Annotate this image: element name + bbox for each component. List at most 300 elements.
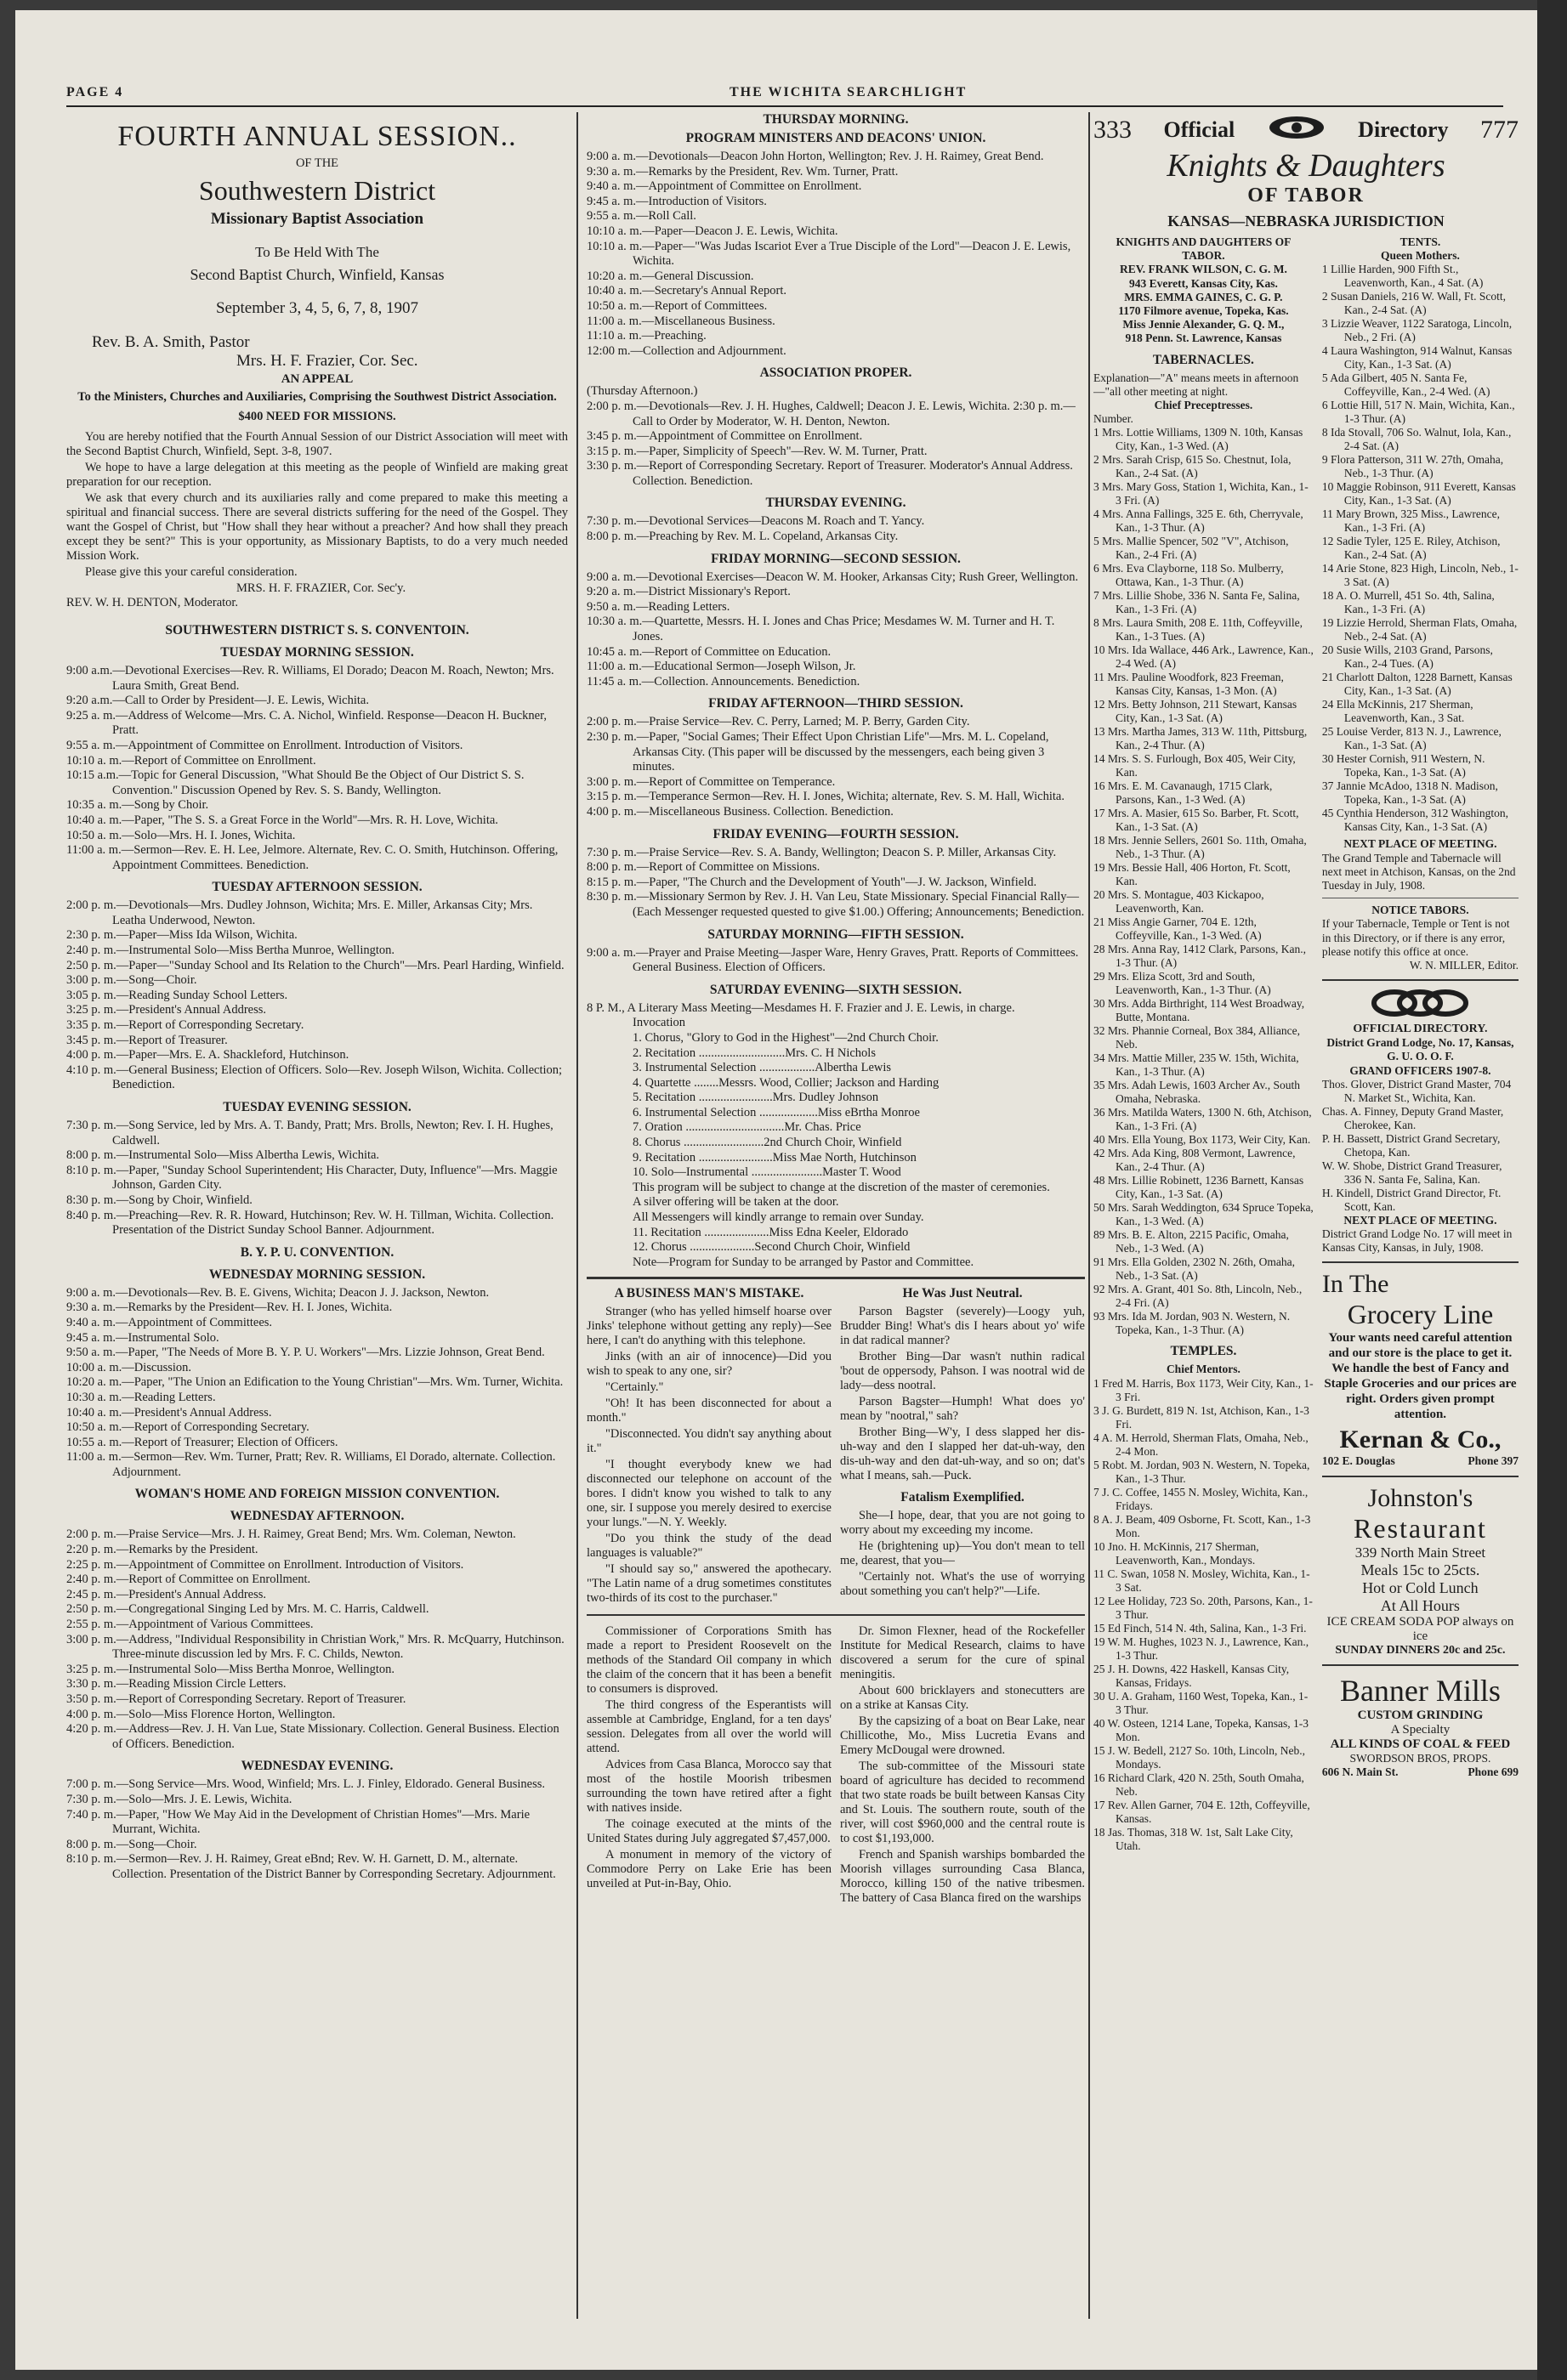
kernan-name: Kernan & Co., [1339,1425,1502,1454]
news-item: Commissioner of Corporations Smith has made a report to President Roosevelt on the methods of the Standard Oil company in which the claim of the concern that it has been a benefit to consumers is disproved. [587,1624,832,1697]
program-line: 12. Chorus .....................Second Church Choir, Winfield [633,1240,911,1255]
tent-entry: 45 Cynthia Henderson, 312 Washington, Kansas City, Kan., 1-3 Sat. (A) [1321,807,1509,834]
program-line: 10. Solo—Instrumental .......................Master T. Wood [633,1165,901,1180]
program-line: 6. Instrumental Selection ...................Miss eBrtha Monroe [633,1105,920,1119]
appeal-to: To the Ministers, Churches and Auxiliaries, Comprising the Southwest District Association. [77,389,557,404]
church-name: Second Baptist Church, Winfield, Kansas [190,265,445,283]
banner-mills: Banner Mills [1339,1673,1501,1708]
tent-entry: 10 Maggie Robinson, 911 Everett, Kansas City, Kan., 1-3 Sat. (A) [1321,480,1516,507]
story-paragraph: Jinks (with an air of innocence)—Did you wish to speak to any one, sir? [587,1350,832,1379]
news-item: By the capsizing of a boat on Bear Lake, near Chillicothe, Mo., Miss Lucretia Evans and Emery McDougal were drowned. [840,1714,1085,1758]
goof-lodge: District Grand Lodge, No. 17, Kansas, G. U. O. O. F. [1326,1036,1514,1063]
program-sections [587,150,1085,1016]
header-rule [66,105,1503,107]
tabernacle-entry: 8 Mrs. Laura Smith, 208 E. 11th, Coffeyville, Kan., 1-3 Tues. (A) [1093,616,1303,643]
neutral-story [840,1286,1085,1607]
thursday-morning-heading: THURSDAY MORNING. [763,112,909,127]
jurisdiction: KANSAS—NEBRASKA JURISDICTION [1167,212,1445,230]
notice-signature: W. N. MILLER, Editor. [1409,959,1519,972]
custom-grinding: CUSTOM GRINDING [1357,1708,1484,1722]
tent-list [1322,263,1519,834]
program-item: 10:40 a. m.—President's Annual Address. [66,1405,272,1420]
tent-entry: 30 Hester Cornish, 911 Western, N. Topeka, Kan., 1-3 Sat. (A) [1321,752,1485,779]
tabernacle-entry: 4 Mrs. Anna Fallings, 325 E. 6th, Cherryvale, Kan., 1-3 Thur. (A) [1093,507,1303,535]
officer-line: Miss Jennie Alexander, G. Q. M., [1122,318,1285,332]
tabernacle-entry: 89 Mrs. B. E. Alton, 2215 Pacific, Omaha, Neb., 1-3 Wed. (A) [1093,1228,1289,1255]
coal-feed: ALL KINDS OF COAL & FEED [1330,1737,1511,1751]
divider [1322,1476,1519,1477]
tent-entry: 12 Sadie Tyler, 125 E. Riley, Atchison, Kan., 2-4 Sat. (A) [1321,535,1501,562]
program-item: 8:00 p. m.—Instrumental Solo—Miss Albertha Lewis, Wichita. [66,1148,380,1163]
goof-next-title: NEXT PLACE OF MEETING. [1343,1213,1497,1227]
mill-phone: Phone 699 [1468,1765,1519,1778]
tabernacle-entry: 48 Mrs. Lillie Robinett, 1236 Barnett, Kansas City, Kan., 1-3 Sat. (A) [1093,1174,1304,1201]
program-item: 4:20 p. m.—Address—Rev. J. H. Van Lue, State Missionary. Collection. General Business. Election of Officers. Benediction. [66,1722,559,1751]
temple-entry: 12 Lee Holiday, 723 So. 20th, Parsons, Kan., 1-3 Thur. [1093,1594,1313,1621]
program-item: 3:30 p. m.—Report of Corresponding Secretary. Report of Treasurer. Moderator's Annual Address. Collection. Benediction. [587,459,1073,488]
held-with: To Be Held With The [255,243,379,260]
story-paragraph: Parson Bagster—Humph! What does yo' mean by "nootral," sah? [840,1395,1085,1424]
tabernacle-entry: 3 Mrs. Mary Goss, Station 1, Wichita, Kan., 1-3 Fri. (A) [1093,480,1309,507]
session-heading: THURSDAY EVENING. [765,496,906,511]
program-item: 3:45 p. m.—Appointment of Committee on Enrollment. [587,429,863,444]
officer-line: 1170 Filmore avenue, Topeka, Kas. [1118,304,1289,318]
tent-entry: 3 Lizzie Weaver, 1122 Saratoga, Lincoln, Neb., 2 Fri. (A) [1321,317,1513,344]
story-paragraph: "Disconnected. You didn't say anything about it." [587,1427,832,1456]
business-man-story [587,1286,832,1607]
program-item: 2:00 p. m.—Devotionals—Rev. J. H. Hughes, Caldwell; Deacon J. E. Lewis, Wichita. 2:30 p. m.—Call to Order by Moderator, W. H. Denton, Newton. [587,399,1076,428]
goof-officer: H. Kindell, District Grand Director, Ft. Scott, Kan. [1321,1186,1502,1213]
program-item: 4:00 p. m.—Paper—Mrs. E. A. Shackleford, Hutchinson. [66,1048,349,1062]
program-item: 9:50 a. m.—Reading Letters. [587,599,730,614]
specialty: A Specialty [1390,1722,1451,1737]
tabernacle-entry: 34 Mrs. Mattie Miller, 235 W. 15th, Wichita, Kan., 1-3 Thur. (A) [1093,1051,1299,1079]
chain-link-icon [1322,988,1519,1023]
tent-entry: 18 A. O. Murrell, 451 So. 4th, Salina, Kan., 1-3 Fri. (A) [1321,589,1495,616]
miscellany [587,1286,1085,1607]
news-item: The third congress of the Esperantists will assemble at Cambridge, England, for a ten days' session. Delegates from all over the world will attend. [587,1698,832,1756]
program-item: 2:55 p. m.—Appointment of Various Committees. [66,1618,314,1632]
appeal-title: AN APPEAL [281,371,354,386]
program-item: 10:30 a. m.—Reading Letters. [66,1390,216,1404]
tent-entry: 14 Arie Stone, 823 High, Lincoln, Neb., 1-3 Sat. (A) [1321,562,1519,589]
program-item: 10:40 a. m.—Secretary's Annual Report. [587,284,786,298]
notice-text: If your Tabernacle, Temple or Tent is not in this Directory, or if there is any error, please notify this office at once. [1321,917,1510,958]
program-item: 10:10 a. m.—Paper—"Was Judas Iscariot Ever a True Disciple of the Lord"—Deacon J. E. Lewis, Wichita. [587,239,1071,269]
newspaper-page [15,10,1537,2370]
program-item: 8:10 p. m.—Sermon—Rev. J. H. Raimey, Great eBnd; Rev. W. H. Garnett, D. M., alternate. Collection. Presentation of the District Banner by Corresponding Secretary. Adjournment. [66,1852,556,1881]
restaurant-ad [1322,1484,1519,1658]
chief-mentors: Chief Mentors. [1166,1363,1241,1376]
story-paragraph: Parson Bagster (severely)—Loogy yuh, Brudder Bing! What's dis I hears about yo' wife in dat radical manner? [840,1305,1085,1348]
column-union-program [587,112,1085,2336]
tabernacle-entry: 19 Mrs. Bessie Hall, 406 Horton, Ft. Scott, Kan. [1093,861,1291,888]
lunch: Hot or Cold Lunch [1362,1578,1479,1596]
program-item: 4:10 p. m.—General Business; Election of Officers. Solo—Rev. Joseph Wilson, Wichita. Collection; Benediction. [66,1062,563,1092]
program-item: 7:40 p. m.—Paper, "How We May Aid in the Development of Christian Homes"—Mrs. Marie Murrant, Wichita. [66,1807,531,1837]
temples-title: TEMPLES. [1170,1344,1237,1359]
temple-entry: 4 A. M. Herrold, Sherman Flats, Omaha, Neb., 2-4 Mon. [1093,1431,1309,1458]
restaurant-word: Restaurant [1354,1512,1487,1544]
program-item: 10:10 a. m.—Paper—Deacon J. E. Lewis, Wichita. [587,224,838,238]
appeal-paragraph: You are hereby notified that the Fourth Annual Session of our District Association will meet with the Second Baptist Church, Winfield, Sept. 3-8, 1907. [66,429,568,458]
program-item: 8:00 p. m.—Song—Choir. [66,1837,197,1851]
tabernacle-entry: 36 Mrs. Matilda Waters, 1300 N. 6th, Atchison, Kan., 1-3 Fri. (A) [1093,1106,1312,1133]
temple-entry: 10 Jno. H. McKinnis, 217 Sherman, Leavenworth, Kan., Mondays. [1093,1539,1259,1567]
program-item: 9:45 a. m.—Instrumental Solo. [66,1330,219,1345]
program-item: 2:30 p. m.—Paper—Miss Ida Wilson, Wichita. [66,928,298,943]
tabernacle-entry: 1 Mrs. Lottie Williams, 1309 N. 10th, Kansas City, Kan., 1-3 Wed. (A) [1093,426,1303,453]
news-item: Advices from Casa Blanca, Morocco say that most of the hostile Moorish tribesmen surrounding the town have retired after a fight with natives inside. [587,1758,832,1816]
restaurant-address: 339 North Main Street [1354,1544,1486,1561]
program-item: 8:30 p. m.—Song by Choir, Winfield. [66,1193,253,1207]
goof-officers-title: GRAND OFFICERS 1907-8. [1349,1063,1491,1077]
program-item: 3:25 p. m.—President's Annual Address. [66,1003,267,1017]
program-item: 11:00 a. m.—Miscellaneous Business. [587,314,775,328]
story-title: A BUSINESS MAN'S MISTAKE. [614,1286,804,1301]
temple-entry: 3 J. G. Burdett, 819 N. 1st, Atchison, Kan., 1-3 Fri. [1093,1403,1309,1431]
session-heading: FRIDAY EVENING—FOURTH SESSION. [713,826,959,842]
appeal-paragraph: We ask that every church and its auxiliaries rally and come prepared to make this meeting a spiritual and financial success. There are several districts suffering for the need of the Gospel. They want the Gospel of Christ, but "How shall they hear without a preacher? And how shall they preach except they be sent?" This is your opportunity, as Missionary Baptists, to do a very much needed Mission Work. [66,490,568,563]
tent-entry: 6 Lottie Hill, 517 N. Main, Wichita, Kan., 1-3 Thur. (A) [1321,399,1515,426]
program-item: 8:10 p. m.—Paper, "Sunday School Superintendent; His Character, Duty, Influence"—Mrs. Maggie Johnson, Garden City. [66,1163,558,1193]
temple-entry: 18 Jas. Thomas, 318 W. 1st, Salt Lake City, Utah. [1093,1825,1293,1852]
tents-column [1322,235,1519,1853]
ss-convention-title: SOUTHWESTERN DISTRICT S. S. CONVENTOIN. [165,622,469,638]
order-name: Knights & Daughters [1167,148,1445,184]
program-item: 2:30 p. m.—Paper, "Social Games; Their Effect Upon Christian Life"—Mrs. M. L. Copeland, Arkansas City. (This paper will be discussed by the messengers, each being given 3 minutes. [587,730,1049,774]
program-item: 9:00 a. m.—Devotionals—Rev. B. E. Givens, Wichita; Deacon J. J. Jackson, Newton. [66,1285,490,1300]
program-item: 9:00 a. m.—Devotionals—Deacon John Horton, Wellington; Rev. J. H. Raimey, Great Bend. [587,150,1044,163]
kernan-contact [1322,1454,1519,1468]
program-line: 2. Recitation ............................Mrs. C. H Nichols [633,1046,876,1060]
program-item: 9:45 a. m.—Introduction of Visitors. [587,194,767,208]
program-item: 9:20 a. m.—District Missionary's Report. [587,585,791,599]
program-item: 11:00 a. m.—Sermon—Rev. E. H. Lee, Jelmore. Alternate, Rev. C. O. Smith, Hutchinson. Offering, Appointment Committees. Benediction. [66,843,559,872]
temple-entry: 15 J. W. Bedell, 2127 So. 10th, Lincoln, Neb., Mondays. [1093,1743,1305,1771]
program-item: 8:15 p. m.—Paper, "The Church and the Development of Youth"—J. W. Jackson, Winfield. [587,875,1037,889]
news-item: The coinage executed at the mints of the United States during July aggregated $7,457,000. [587,1817,832,1846]
session-dates: September 3, 4, 5, 6, 7, 8, 1907 [215,298,418,317]
signature: MRS. H. F. FRAZIER, Cor. Sec'y. [236,581,406,595]
explanation: Explanation—"A" means meets in afternoon—"all other meeting at night. [1093,371,1299,398]
temple-entry: 19 W. M. Hughes, 1023 N. J., Lawrence, Kan., 1-3 Thur. [1093,1635,1309,1662]
tent-entry: 20 Susie Wills, 2103 Grand, Parsons, Kan., 2-4 Tues. (A) [1321,643,1493,671]
number-label: Number. [1093,412,1133,426]
johnston-name: Johnston's [1367,1483,1473,1512]
program-line: 5. Recitation ........................Mrs. Dudley Johnson [633,1091,879,1105]
program-item: 7:30 p. m.—Song Service, led by Mrs. A. T. Bandy, Pratt; Mrs. Brolls, Newton; Rev. I. H. Hughes, Caldwell. [66,1119,554,1148]
program-item: 8:40 p. m.—Preaching—Rev. R. R. Howard, Hutchinson; Rev. W. H. Tillman, Wichita. Collection. Presentation of the District Sunday School Banner. Adjournment. [66,1208,554,1238]
goof-officers [1322,1078,1519,1214]
program-item: 3:00 p. m.—Report of Committee on Temperance. [587,774,836,789]
story-paragraph: "Certainly." [605,1380,664,1395]
session-heading: WEDNESDAY EVENING. [241,1759,394,1774]
officer-line: 943 Everett, Kansas City, Kas. [1129,276,1278,290]
divider [1322,1664,1519,1666]
news-item: The sub-committee of the Missouri state board of agriculture has decided to recommend that two state roads be built between Kansas City and St. Louis. The southern route, south of the river, will cost $960,000 and the central route is to cost $1,193,000. [840,1760,1085,1846]
program-line: 9. Recitation ........................Miss Mae North, Hutchinson [633,1150,917,1164]
district-name: Southwestern District [198,174,436,206]
session-heading: SATURDAY EVENING—SIXTH SESSION. [709,982,962,997]
tabernacle-entry: 20 Mrs. S. Montague, 403 Kickapoo, Leavenworth, Kan. [1093,888,1264,915]
pastor: Rev. B. A. Smith, Pastor [92,332,250,351]
news-item: About 600 bricklayers and stonecutters are on a strike at Kansas City. [840,1684,1085,1713]
news-column [840,1623,1085,1907]
program-item: 3:00 p. m.—Address, "Individual Responsibility in Christian Work," Mrs. R. McQuarry, Hutchinson. Three-minute discussion led by Mrs. F. C. Childs, Newton. [66,1632,565,1662]
need-for-missions: $400 NEED FOR MISSIONS. [238,410,396,424]
tabernacle-entry: 21 Miss Angie Garner, 704 E. 12th, Coffeyville, Kan., 1-3 Wed. (A) [1093,915,1262,943]
temple-entry: 8 A. J. Beam, 409 Osborne, Ft. Scott, Kan., 1-3 Mon. [1093,1512,1311,1539]
program-item: 2:40 p. m.—Report of Committee on Enrollment. [66,1572,311,1587]
program-item: 9:40 a. m.—Appointment of Committee on Enrollment. [587,179,862,194]
story-text [840,1509,1085,1599]
goof-officer: Thos. Glover, District Grand Master, 704 N. Market St., Wichita, Kan. [1321,1077,1512,1104]
tabernacle-entry: 18 Mrs. Jennie Sellers, 2601 So. 11th, Omaha, Neb., 1-3 Thur. (A) [1093,834,1307,861]
story-paragraph: "I should say so," answered the apothecary. "The Latin name of a drug sometimes constitutes two-thirds of its cost to the purchaser." [587,1562,832,1606]
mill-address: 606 N. Main St. [1321,1765,1399,1778]
mill-contact [1322,1765,1519,1779]
story-paragraph: "I thought everybody knew we had disconnected our telephone on account of the bores. I didn't know you wished to talk to any one, sir. I suppose you merely desired to exercise your lungs."—N. Y. Weekly. [587,1458,832,1530]
of-the: OF THE [295,156,339,170]
story-paragraph: Brother Bing—W'y, I dess slapped her dis-uh-way and den I slapped her dat-uh-way, den dis-uh-way and den dat-uh-way, and so on; dat's what I means, sah.—Puck. [840,1425,1085,1483]
tabernacle-entry: 42 Mrs. Ada King, 808 Vermont, Lawrence, Kan., 2-4 Thur. (A) [1093,1147,1296,1174]
program-item: 10:10 a. m.—Report of Committee on Enrollment. [66,753,316,768]
ice-cream: ICE CREAM SODA POP always on ice [1326,1614,1514,1643]
officers-title: KNIGHTS AND DAUGHTERS OF TABOR. [1116,235,1292,263]
program-item: (Thursday Afternoon.) [587,384,698,399]
program-line: Note—Program for Sunday to be arranged by Pastor and Committee. [633,1255,974,1269]
story-title: Fatalism Exemplified. [900,1490,1025,1505]
program-item: 3:45 p. m.—Report of Treasurer. [66,1033,228,1047]
tabernacle-entry: 35 Mrs. Adah Lewis, 1603 Archer Av., South Omaha, Nebraska. [1093,1079,1300,1106]
program-item: 9:20 a.m.—Call to Order by President—J. E. Lewis, Wichita. [66,694,369,708]
temple-entry: 30 U. A. Graham, 1160 West, Topeka, Kan., 1-3 Thur. [1093,1689,1309,1716]
program-item: 2:50 p. m.—Congregational Singing Led by Mrs. M. C. Harris, Caldwell. [66,1602,429,1617]
directory-columns [1093,235,1519,1853]
tabernacle-entry: 11 Mrs. Pauline Woodfork, 823 Freeman, Kansas City, Kansas, 1-3 Mon. (A) [1093,671,1284,698]
program-item: 3:00 p. m.—Song—Choir. [66,973,197,988]
hours: At All Hours [1380,1596,1460,1614]
officer-line: REV. FRANK WILSON, C. G. M. [1120,263,1287,276]
tabernacle-entry: 91 Mrs. Ella Golden, 2302 N. 26th, Omaha, Neb., 1-3 Sat. (A) [1093,1255,1295,1283]
temple-entry: 25 J. H. Downs, 422 Haskell, Kansas City, Kansas, Fridays. [1093,1662,1290,1689]
association-name: Missionary Baptist Association [210,209,424,228]
tent-entry: 24 Ella McKinnis, 217 Sherman, Leavenworth, Kan., 3 Sat. [1321,698,1473,725]
tent-entry: 25 Louise Verder, 813 N. J., Lawrence, Kan., 1-3 Sat. (A) [1321,725,1502,752]
program-item: 2:45 p. m.—President's Annual Address. [66,1587,267,1601]
grocery-line1: In The [1321,1270,1389,1299]
program-item: 10:50 a. m.—Report of Committees. [587,298,768,313]
goof-title: OFFICIAL DIRECTORY. [1353,1023,1488,1036]
program-item: 9:55 a. m.—Appointment of Committee on Enrollment. Introduction of Visitors. [66,738,463,752]
session-heading: B. Y. P. U. CONVENTION. [240,1244,395,1260]
column-association-program [66,112,568,2336]
program-item: 2:00 p. m.—Devotionals—Mrs. Dudley Johnson, Wichita; Mrs. E. Miller, Arkansas City; Mrs. Leatha Underwood, Newton. [66,898,533,927]
program-item: 9:00 a.m.—Devotional Exercises—Rev. R. Williams, El Dorado; Deacon M. Roach, Newton; Mrs. Laura Smith, Great Bend. [66,663,554,693]
tent-entry: 9 Flora Patterson, 311 W. 27th, Omaha, Neb., 1-3 Thur. (A) [1321,453,1504,480]
officer-line: MRS. EMMA GAINES, C. G. P. [1124,290,1283,303]
divider [1322,979,1519,981]
program-item: 11:45 a. m.—Collection. Announcements. Benediction. [587,674,860,688]
program-item: 3:15 p. m.—Paper, Simplicity of Speech"—Rev. W. M. Turner, Pratt. [587,444,928,458]
temple-entry: 1 Fred M. Harris, Box 1173, Weir City, Kan., 1-3 Fri. [1093,1376,1314,1403]
program-line: This program will be subject to change at the discretion of the master of ceremonies. [633,1180,1050,1194]
goof-officer: P. H. Bassett, District Grand Secretary, Chetopa, Kan. [1321,1131,1501,1159]
union-heading: PROGRAM MINISTERS AND DEACONS' UNION. [685,131,986,145]
program-item: 10:35 a. m.—Song by Choir. [66,798,209,813]
page-edge [1537,0,1567,2380]
session-title: FOURTH ANNUAL SESSION.. [117,121,517,152]
sunday-dinners: SUNDAY DINNERS 20c and 25c. [1335,1643,1506,1657]
program-item: 8:00 p. m.—Report of Committee on Missions. [587,860,820,875]
news-column [587,1623,832,1907]
session-heading: SATURDAY MORNING—FIFTH SESSION. [707,926,964,942]
of-tabor: OF TABOR [1247,184,1365,207]
program-item: 9:00 a. m.—Devotional Exercises—Deacon W. M. Hooker, Arkansas City; Rush Greer, Wellington. [587,570,1079,584]
program-item: 11:00 a. m.—Sermon—Rev. Wm. Turner, Pratt; Rev. R. Williams, El Dorado, alternate. Collection. Adjournment. [66,1450,556,1479]
program-item: 4:00 p. m.—Miscellaneous Business. Collection. Benediction. [587,804,894,819]
tabernacle-entry: 10 Mrs. Ida Wallace, 446 Ark., Lawrence, Kan., 2-4 Wed. (A) [1093,643,1314,671]
session-heading: TUESDAY EVENING SESSION. [223,1100,412,1114]
tabernacle-entry: 5 Mrs. Mallie Spencer, 502 "V", Atchison, Kan., 2-4 Fri. (A) [1093,535,1289,562]
tabernacle-entry: 12 Mrs. Betty Johnson, 211 Stewart, Kansas City, Kan., 1-3 Sat. (A) [1093,698,1297,725]
program-item: 7:30 p. m.—Solo—Mrs. J. E. Lewis, Wichita. [66,1792,292,1806]
story-paragraph: "Certainly not. What's the use of worrying about something you can't help?"—Life. [840,1570,1085,1599]
program-item: 9:00 a. m.—Prayer and Praise Meeting—Jasper Ware, Henry Graves, Pratt. Reports of Committees. General Business. Election of Officers. [587,945,1079,975]
tent-entry: 11 Mary Brown, 325 Miss., Lawrence, Kan., 1-3 Fri. (A) [1321,507,1500,535]
session-heading: WEDNESDAY AFTERNOON. [230,1509,405,1524]
program-item: 3:05 p. m.—Reading Sunday School Letters. [66,988,288,1002]
tent-entry: 4 Laura Washington, 914 Walnut, Kansas City, Kan., 1-3 Sat. (A) [1321,344,1513,371]
program-item: 10:00 a. m.—Discussion. [66,1360,192,1374]
story-paragraph: Stranger (who has yelled himself hoarse over Jinks' telephone without getting any reply)—See here, I can't do anything with this telephone. [587,1305,832,1348]
story-title: He Was Just Neutral. [902,1286,1023,1301]
tabernacle-entry: 40 Mrs. Ella Young, Box 1173, Weir City, Kan. [1093,1133,1311,1147]
tabernacle-entry: 50 Mrs. Sarah Weddington, 634 Spruce Topeka, Kan., 1-3 Wed. (A) [1093,1201,1314,1228]
program-item: 3:15 p. m.—Temperance Sermon—Rev. H. I. Jones, Wichita; alternate, Rev. S. M. Hall, Wichita. [587,790,1065,804]
temple-entry: 17 Rev. Allen Garner, 704 E. 12th, Coffeyville, Kansas. [1093,1798,1310,1825]
tabernacle-entry: 30 Mrs. Adda Birthright, 114 West Broadway, Butte, Montana. [1093,997,1305,1024]
appeal-paragraph: We hope to have a large delegation at this meeting as the people of Winfield are making great preparation for our reception. [66,460,568,489]
literary-program [587,1016,1085,1270]
session-heading: ASSOCIATION PROPER. [759,366,912,381]
program-line: A silver offering will be taken at the door. [633,1195,839,1210]
goof-next-text: District Grand Lodge No. 17 will meet in Kansas City, Kansas, in July, 1908. [1321,1227,1513,1255]
program-item: 10:50 a. m.—Report of Corresponding Secretary. [66,1420,309,1435]
program-sections [66,645,568,1883]
temple-entry: 7 J. C. Coffee, 1455 N. Mosley, Wichita, Kan., Fridays. [1093,1485,1309,1512]
number-right: 777 [1480,115,1519,144]
program-line: 7. Oration ................................Mr. Chas. Price [633,1120,861,1135]
program-item: 7:30 p. m.—Praise Service—Rev. S. A. Bandy, Wellington; Deacon S. P. Miller, Arkansas City. [587,845,1057,859]
chief-title: Chief Preceptresses. [1154,399,1253,412]
program-item: 8:00 p. m.—Preaching by Rev. M. L. Copeland, Arkansas City. [587,530,899,544]
program-line: All Messengers will kindly arrange to remain over Sunday. [633,1210,924,1225]
grocery-text: Your wants need careful attention and our store is the place to get it. We handle the best of Fancy and Staple Groceries and our prices are right. Orders given prompt attention. [1324,1331,1517,1422]
program-item: 9:40 a. m.—Appointment of Committees. [66,1315,273,1329]
program-line: 11. Recitation .....................Miss Edna Keeler, Eldorado [633,1225,909,1239]
grocery-ad [1322,1270,1519,1468]
tabernacle-entry: 92 Mrs. A. Grant, 401 So. 8th, Lincoln, Neb., 2-4 Fri. (A) [1093,1283,1303,1310]
program-item: 10:55 a. m.—Report of Treasurer; Election of Officers. [66,1435,338,1449]
tabernacle-entry: 16 Mrs. E. M. Cavanaugh, 1715 Clark, Parsons, Kan., 1-3 Wed. (A) [1093,779,1273,807]
tent-entry: 8 Ida Stovall, 706 So. Walnut, Iola, Kan., 2-4 Sat. (A) [1321,426,1512,453]
goof-officer: Chas. A. Finney, Deputy Grand Master, Cherokee, Kan. [1321,1104,1504,1131]
directory-header [1093,112,1519,147]
news-item: French and Spanish warships bombarded the Moorish villages surrounding Casa Blanca, Morocco, killing 150 of the native tribesmen. The battery of Casa Blanca fired on the warships [840,1848,1085,1906]
grocery-line2: Grocery Line [1347,1299,1494,1330]
directory-label: Directory [1358,116,1449,142]
kernan-phone: Phone 397 [1468,1454,1519,1468]
program-item: 4:00 p. m.—Solo—Miss Florence Horton, Wellington. [66,1707,336,1721]
column-divider [576,112,578,2319]
tabernacle-entry: 13 Mrs. Martha James, 313 W. 11th, Pittsburg, Kan., 2-4 Thur. (A) [1093,725,1308,752]
program-item: 12:00 m.—Collection and Adjournment. [587,343,786,358]
session-heading: FRIDAY MORNING—SECOND SESSION. [711,551,961,566]
story-paragraph: Brother Bing—Dar wasn't nuthin radical 'bout de oppersody, Pahson. I was nootral wid de lady—dess nootral. [840,1350,1085,1393]
temple-list [1093,1377,1314,1853]
tabernacle-entry: 32 Mrs. Phannie Corneal, Box 384, Alliance, Neb. [1093,1024,1300,1051]
tabernacle-entry: 14 Mrs. S. S. Furlough, Box 405, Weir City, Kan. [1093,752,1296,779]
tabernacle-list [1093,426,1314,1337]
program-item: 2:00 p. m.—Praise Service—Rev. C. Perry, Larned; M. P. Berry, Garden City. [587,715,970,729]
section-rule [587,1614,1085,1616]
cor-sec: Mrs. H. F. Frazier, Cor. Sec. [236,351,418,370]
program-item: 9:30 a. m.—Remarks by the President—Rev. H. I. Jones, Wichita. [66,1300,393,1315]
news-item: Dr. Simon Flexner, head of the Rockefeller Institute for Medical Research, claims to have discovered a serum for the cure of spinal meningitis. [840,1624,1085,1682]
program-item: 2:25 p. m.—Appointment of Committee on Enrollment. Introduction of Visitors. [66,1557,464,1572]
page-number: PAGE 4 [66,85,124,99]
tabernacle-entry: 2 Mrs. Sarah Crisp, 615 So. Chestnut, Iola, Kan., 2-4 Sat. (A) [1093,453,1292,480]
program-item: 2:40 p. m.—Instrumental Solo—Miss Bertha Munroe, Wellington. [66,944,395,958]
program-item: 7:30 p. m.—Devotional Services—Deacons M. Roach and T. Yancy. [587,514,925,529]
program-item: 9:50 a. m.—Paper, "The Needs of More B. Y. P. U. Workers"—Mrs. Lizzie Johnson, Great Bend. [66,1346,545,1360]
next-place-text: The Grand Temple and Tabernacle will next meet in Atchison, Kansas, on the 2nd Tuesday in July, 1908. [1321,851,1516,892]
temple-entry: 15 Ed Finch, 514 N. 4th, Salina, Kan., 1-3 Fri. [1093,1621,1307,1635]
tabernacle-entry: 29 Mrs. Eliza Scott, 3rd and South, Leavenworth, Kan., 1-3 Thur. (A) [1093,970,1271,997]
story-text [587,1305,832,1606]
column-directory [1093,112,1519,2336]
program-item: 10:50 a. m.—Solo—Mrs. H. I. Jones, Wichita. [66,828,296,842]
session-heading: FRIDAY AFTERNOON—THIRD SESSION. [708,696,963,711]
divider [1322,1261,1519,1263]
session-heading: TUESDAY MORNING SESSION. [220,644,414,660]
temple-entry: 11 C. Swan, 1058 N. Mosley, Wichita, Kan., 1-3 Sat. [1093,1567,1310,1594]
tabernacle-column [1093,235,1314,1853]
officer-line: 918 Penn. St. Lawrence, Kansas [1125,332,1282,345]
program-item: 3:35 p. m.—Report of Corresponding Secretary. [66,1018,304,1033]
news-item: A monument in memory of the victory of Commodore Perry on Lake Erie has been unveiled at Put-in-Bay, Ohio. [587,1848,832,1891]
session-heading: WEDNESDAY MORNING SESSION. [208,1266,426,1282]
program-item: 9:55 a. m.—Roll Call. [587,209,696,224]
program-item: 3:30 p. m.—Reading Mission Circle Letters. [66,1677,287,1692]
tabernacle-entry: 28 Mrs. Anna Ray, 1412 Clark, Parsons, Kan., 1-3 Thur. (A) [1093,943,1306,970]
program-item: 10:20 a. m.—General Discussion. [587,269,754,283]
meals: Meals 15c to 25cts. [1360,1561,1480,1578]
tabernacle-entry: 6 Mrs. Eva Clayborne, 118 So. Mulberry, Ottawa, Kan., 1-3 Thur. (A) [1093,562,1284,589]
appeal-paragraphs [66,430,568,580]
goof-officer: W. W. Shobe, District Grand Treasurer, 336 N. Santa Fe, Salina, Kan. [1321,1159,1502,1186]
story-paragraph: She—I hope, dear, that you are not going to worry about my exceeding my income. [840,1509,1085,1538]
program-item: 2:50 p. m.—Paper—"Sunday School and Its Relation to the Church"—Mrs. Pearl Harding, Winfield. [66,958,565,972]
story-paragraph: "Do you think the study of the dead languages is valuable?" [587,1532,832,1561]
tabernacle-entry: 7 Mrs. Lillie Shobe, 336 N. Santa Fe, Salina, Kan., 1-3 Fri. (A) [1093,589,1300,616]
program-item: 10:45 a. m.—Report of Committee on Education. [587,644,832,659]
program-item: 9:25 a. m.—Address of Welcome—Mrs. C. A. Nichol, Winfield. Response—Deacon H. Buckner, Pratt. [66,708,547,738]
program-item: 7:00 p. m.—Song Service—Mrs. Wood, Winfield; Mrs. L. J. Finley, Eldorado. General Business. [66,1777,546,1792]
eye-icon [1267,112,1326,147]
